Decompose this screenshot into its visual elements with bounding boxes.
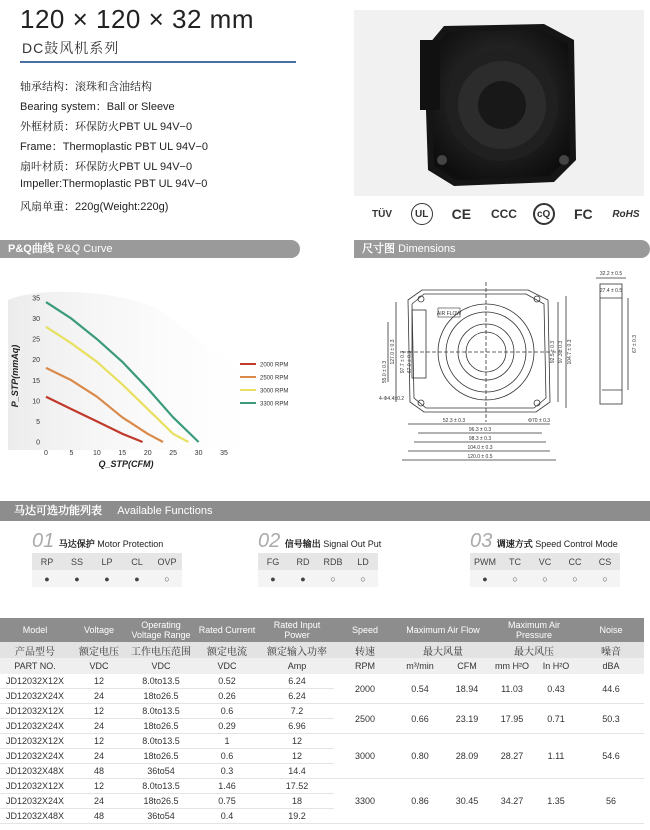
header-cn: 额定电压 xyxy=(70,642,128,658)
airflow-badge: AIR FLOW xyxy=(436,311,462,317)
table-cell: 8.0to13.5 xyxy=(128,779,194,794)
table-cell-noise: 50.3 xyxy=(578,704,644,734)
spec-line: Impeller:Thermoplastic PBT UL 94V−0 xyxy=(20,178,208,190)
table-cell: 8.0to13.5 xyxy=(128,674,194,689)
spec-line: Frame：Thermoplastic PBT UL 94V−0 xyxy=(20,141,208,153)
header-cn: 额定电流 xyxy=(194,642,260,658)
header-voltage-range: Operating Voltage Range xyxy=(128,618,194,642)
function-code: RP xyxy=(32,553,62,570)
table-cell-noise: 54.6 xyxy=(578,734,644,779)
function-code: CC xyxy=(560,553,590,570)
table-cell: 24 xyxy=(70,794,128,809)
dim-label: 27.4 ± 0.5 xyxy=(599,288,623,294)
tuv-icon: TÜV xyxy=(372,208,392,220)
table-cell: JD12032X12X xyxy=(0,704,70,719)
table-cell: 18to26.5 xyxy=(128,689,194,704)
pq-bar-cn: P&Q曲线 xyxy=(8,243,54,255)
dim-bar-cn: 尺寸图 xyxy=(362,243,395,255)
header-cn: 噪音 xyxy=(578,642,644,658)
function-code: PWM xyxy=(470,553,500,570)
function-mark: ● xyxy=(32,570,62,587)
function-mark: ● xyxy=(258,570,288,587)
function-mark: ○ xyxy=(590,570,620,587)
table-cell: 8.0to13.5 xyxy=(128,704,194,719)
unit-cell: VDC xyxy=(194,658,260,674)
table-cell: 36to54 xyxy=(128,809,194,824)
function-code: CL xyxy=(122,553,152,570)
table-cell: JD12032X24X xyxy=(0,794,70,809)
table-cell: JD12032X48X xyxy=(0,809,70,824)
table-cell: 18to26.5 xyxy=(128,794,194,809)
table-cell: 48 xyxy=(70,809,128,824)
table-cell-speed: 3000 xyxy=(334,734,396,779)
unit-cell: PART NO. xyxy=(0,658,70,674)
table-cell: 14.4 xyxy=(260,764,334,779)
table-cell-cfm: 18.94 xyxy=(444,674,490,704)
table-cell: 0.4 xyxy=(194,809,260,824)
functions-bar-en: Available Functions xyxy=(117,505,213,517)
header-voltage: Voltage xyxy=(70,618,128,642)
table-cell: 0.6 xyxy=(194,749,260,764)
table-cell: 18to26.5 xyxy=(128,749,194,764)
function-mark: ○ xyxy=(500,570,530,587)
function-table xyxy=(32,553,182,587)
dim-label: Φ70 ± 0.3 xyxy=(528,418,551,424)
blower-fan-image xyxy=(354,10,644,196)
function-mark: ● xyxy=(288,570,318,587)
function-code: TC xyxy=(500,553,530,570)
header-cn: 工作电压范围 xyxy=(128,642,194,658)
header-model: Model xyxy=(0,618,70,642)
unit-cell: Amp xyxy=(260,658,334,674)
x-tick-label: 20 xyxy=(143,450,152,457)
function-table xyxy=(470,553,620,587)
table-cell: 12 xyxy=(260,734,334,749)
ccc-icon: CCC xyxy=(490,207,517,221)
ce-icon: CE xyxy=(451,206,472,222)
header-cn: 最大风量 xyxy=(396,642,490,658)
y-tick-label: 25 xyxy=(32,336,40,344)
unit-cell: VDC xyxy=(128,658,194,674)
table-cell-noise: 44.6 xyxy=(578,674,644,704)
table-cell: JD12032X24X xyxy=(0,689,70,704)
table-cell: JD12032X12X xyxy=(0,779,70,794)
table-cell: 8.0to13.5 xyxy=(128,734,194,749)
table-cell-m3: 0.80 xyxy=(396,734,444,779)
table-cell-inh2o: 1.11 xyxy=(534,734,578,779)
unit-cell: m³/min xyxy=(396,658,444,674)
dim-label: 104.0 ± 0.3 xyxy=(467,445,493,451)
y-tick-label: 20 xyxy=(32,357,40,365)
x-tick-label: 5 xyxy=(69,450,74,457)
table-cell: 18to26.5 xyxy=(128,719,194,734)
rohs-icon: RoHS xyxy=(612,208,640,220)
function-code: LP xyxy=(92,553,122,570)
dim-label: 4-Φ4.4±0.2 xyxy=(379,396,405,402)
table-cell: 12 xyxy=(260,749,334,764)
dim-label: 52.3 ± 0.3 xyxy=(442,418,466,424)
table-cell: 0.52 xyxy=(194,674,260,689)
function-group-signal-output xyxy=(258,530,381,587)
x-tick-label: 15 xyxy=(118,450,127,457)
spec-line: 扇叶材质：环保防火PBT UL 94V−0 xyxy=(20,161,193,173)
table-cell: 24 xyxy=(70,719,128,734)
header-cn: 转速 xyxy=(334,642,396,658)
function-mark: ○ xyxy=(530,570,560,587)
table-cell-noise: 56 xyxy=(578,779,644,824)
table-cell: 0.26 xyxy=(194,689,260,704)
group-en: Signal Out Put xyxy=(323,539,382,549)
function-mark: ○ xyxy=(318,570,348,587)
table-cell-cfm: 28.09 xyxy=(444,734,490,779)
table-cell: 18 xyxy=(260,794,334,809)
function-mark: ● xyxy=(470,570,500,587)
table-cell: 12 xyxy=(70,674,128,689)
table-cell: JD12032X48X xyxy=(0,764,70,779)
legend-label: 2500 RPM xyxy=(260,375,289,382)
function-code: FG xyxy=(258,553,288,570)
header-cn: 产品型号 xyxy=(0,642,70,658)
dim-label: 55.0 ± 0.3 xyxy=(382,360,388,384)
spec-line: 外框材质：环保防火PBT UL 94V−0 xyxy=(20,121,193,133)
dimension-drawing xyxy=(378,262,650,494)
unit-cell: CFM xyxy=(444,658,490,674)
spec-table xyxy=(0,618,644,824)
dim-label: 98.3 ± 0.3 xyxy=(468,436,492,442)
table-cell: 0.75 xyxy=(194,794,260,809)
header-noise: Noise xyxy=(578,618,644,642)
function-code: RDB xyxy=(318,553,348,570)
table-row xyxy=(0,779,644,794)
function-mark: ○ xyxy=(348,570,378,587)
function-table xyxy=(258,553,378,587)
y-tick-label: 10 xyxy=(32,398,40,406)
table-cell-cfm: 30.45 xyxy=(444,779,490,824)
table-cell-m3: 0.86 xyxy=(396,779,444,824)
table-cell: 36to54 xyxy=(128,764,194,779)
table-cell-mmh2o: 17.95 xyxy=(490,704,534,734)
dim-bar-en: Dimensions xyxy=(398,243,456,255)
table-row xyxy=(0,704,644,719)
function-code: VC xyxy=(530,553,560,570)
function-code: RD xyxy=(288,553,318,570)
group-number: 02 xyxy=(258,530,281,552)
y-tick-label: 15 xyxy=(32,377,40,385)
table-cell: 17.52 xyxy=(260,779,334,794)
certification-row xyxy=(368,200,640,228)
table-cell: 6.24 xyxy=(260,674,334,689)
dim-label: 127.0 ± 0.3 xyxy=(390,339,396,365)
functions-bar xyxy=(0,501,650,521)
x-tick-label: 35 xyxy=(220,450,228,457)
table-cell: 0.3 xyxy=(194,764,260,779)
group-cn: 马达保护 xyxy=(58,539,95,549)
table-cell: JD12032X12X xyxy=(0,674,70,689)
group-cn: 调速方式 xyxy=(496,539,533,549)
dim-label: 32.2 ± 0.5 xyxy=(599,271,623,277)
group-en: Speed Control Mode xyxy=(535,539,618,549)
dim-label: 96.3 ± 0.3 xyxy=(468,427,492,433)
table-cell: 19.2 xyxy=(260,809,334,824)
header-speed: Speed xyxy=(334,618,396,642)
y-axis-label: P_STP(mmAq) xyxy=(10,344,20,408)
table-cell: 1.46 xyxy=(194,779,260,794)
x-tick-label: 0 xyxy=(44,450,48,457)
fcc-icon: FC xyxy=(573,206,593,222)
function-code: SS xyxy=(62,553,92,570)
function-mark: ● xyxy=(92,570,122,587)
header-power: Rated Input Power xyxy=(260,618,334,642)
product-photo xyxy=(354,10,644,196)
table-cell: 0.6 xyxy=(194,704,260,719)
table-cell-m3: 0.66 xyxy=(396,704,444,734)
table-cell: JD12032X12X xyxy=(0,734,70,749)
table-cell: 6.96 xyxy=(260,719,334,734)
ul-icon: UL xyxy=(411,203,433,225)
table-row xyxy=(0,674,644,689)
table-cell: 48 xyxy=(70,764,128,779)
unit-cell: mm H²O xyxy=(490,658,534,674)
header-cn: 最大风压 xyxy=(490,642,578,658)
dim-label: 97.7 ± 0.3 xyxy=(400,350,406,374)
function-mark: ● xyxy=(122,570,152,587)
header-pressure: Maximum Air Pressure xyxy=(490,618,578,642)
x-axis-label: Q_STP(CFM) xyxy=(98,459,154,469)
header-cn: 额定输入功率 xyxy=(260,642,334,658)
y-tick-label: 5 xyxy=(36,418,40,426)
y-tick-label: 0 xyxy=(36,439,40,447)
dim-label: 120.0 ± 0.5 xyxy=(467,454,493,460)
group-number: 03 xyxy=(470,530,493,552)
dimensions-bar xyxy=(354,240,650,258)
table-cell: 24 xyxy=(70,749,128,764)
group-cn: 信号输出 xyxy=(284,539,321,549)
group-en: Motor Protection xyxy=(97,539,164,549)
table-cell-inh2o: 1.35 xyxy=(534,779,578,824)
function-code: CS xyxy=(590,553,620,570)
table-cell: 12 xyxy=(70,779,128,794)
table-cell: 24 xyxy=(70,689,128,704)
cq-icon: cQ xyxy=(533,203,555,225)
spec-line: Bearing system：Ball or Sleeve xyxy=(20,101,175,113)
dim-label: 67 ± 0.3 xyxy=(632,334,638,354)
functions-bar-cn: 马达可选功能列表 xyxy=(14,505,102,517)
spec-line: 风扇单重：220g(Weight:220g) xyxy=(20,201,169,213)
y-tick-label: 35 xyxy=(32,295,40,303)
legend-label: 3000 RPM xyxy=(260,388,289,395)
group-number: 01 xyxy=(32,530,55,552)
table-cell: JD12032X24X xyxy=(0,749,70,764)
header-current: Rated Current xyxy=(194,618,260,642)
function-mark: ○ xyxy=(560,570,590,587)
dim-label: 97.3 ± 0.3 xyxy=(558,340,564,364)
function-code: OVP xyxy=(152,553,182,570)
pq-bar-en: P&Q Curve xyxy=(56,243,113,255)
unit-cell: dBA xyxy=(578,658,644,674)
table-cell-mmh2o: 11.03 xyxy=(490,674,534,704)
table-cell-speed: 2500 xyxy=(334,704,396,734)
dim-label: 67.0 ± 0.3 xyxy=(407,350,413,374)
table-cell: JD12032X24X xyxy=(0,719,70,734)
pq-chart xyxy=(0,280,300,480)
unit-cell: VDC xyxy=(70,658,128,674)
dim-label: 104.7 ± 0.3 xyxy=(567,339,573,365)
table-cell: 12 xyxy=(70,734,128,749)
legend-label: 2000 RPM xyxy=(260,362,289,369)
table-cell: 6.24 xyxy=(260,689,334,704)
header-airflow: Maximum Air Flow xyxy=(396,618,490,642)
table-cell-inh2o: 0.43 xyxy=(534,674,578,704)
unit-cell: RPM xyxy=(334,658,396,674)
dim-label: 92.5 ± 0.3 xyxy=(550,340,556,364)
series-subtitle: DC鼓风机系列 xyxy=(22,40,120,56)
function-mark: ○ xyxy=(152,570,182,587)
table-cell-speed: 2000 xyxy=(334,674,396,704)
table-cell-mmh2o: 34.27 xyxy=(490,779,534,824)
table-cell-cfm: 23.19 xyxy=(444,704,490,734)
x-tick-label: 25 xyxy=(169,450,178,457)
page-title: 120 × 120 × 32 mm xyxy=(20,4,254,34)
function-group-speed-control xyxy=(470,530,620,587)
function-code: LD xyxy=(348,553,378,570)
pq-curve-bar xyxy=(0,240,300,258)
unit-cell: In H²O xyxy=(534,658,578,674)
spec-line: 轴承结构：滚珠和含油结构 xyxy=(20,81,152,93)
table-cell-speed: 3300 xyxy=(334,779,396,824)
function-group-motor-protection xyxy=(32,530,182,587)
legend-label: 3300 RPM xyxy=(260,401,289,408)
title-divider xyxy=(20,61,296,63)
function-mark: ● xyxy=(62,570,92,587)
table-cell: 7.2 xyxy=(260,704,334,719)
table-cell: 0.29 xyxy=(194,719,260,734)
y-tick-label: 30 xyxy=(32,316,40,324)
table-cell: 1 xyxy=(194,734,260,749)
x-tick-label: 30 xyxy=(194,450,203,457)
x-tick-label: 10 xyxy=(92,450,101,457)
table-cell-mmh2o: 28.27 xyxy=(490,734,534,779)
table-cell-m3: 0.54 xyxy=(396,674,444,704)
table-cell-inh2o: 0.71 xyxy=(534,704,578,734)
table-cell: 12 xyxy=(70,704,128,719)
table-row xyxy=(0,734,644,749)
